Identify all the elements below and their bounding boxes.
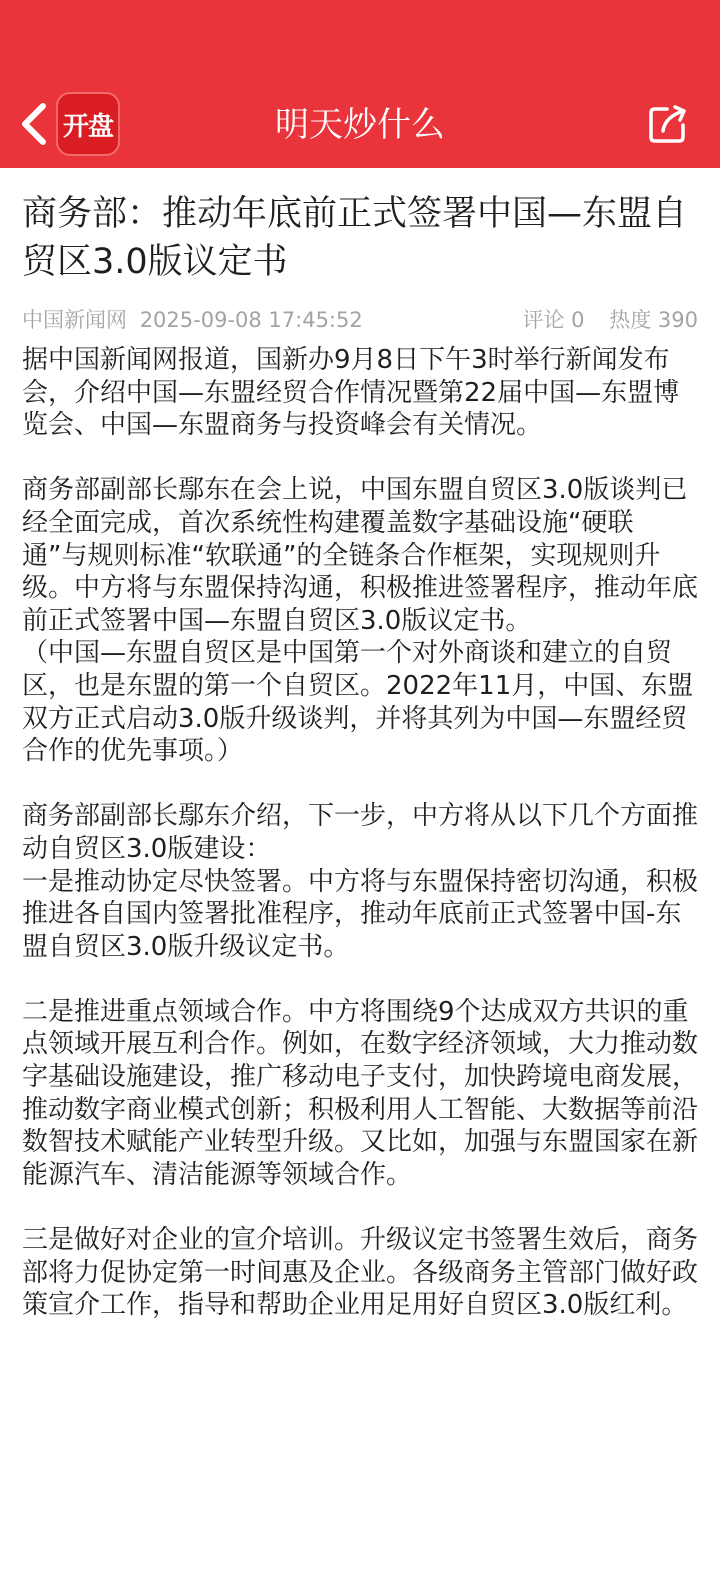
back-button[interactable] — [14, 100, 54, 148]
article-meta — [22, 304, 698, 334]
comment-count[interactable]: 评论 0 — [522, 308, 585, 332]
article-paragraph: 二是推进重点领域合作。中方将围绕9个达成双方共识的重点领域开展互利合作。例如，在数字经济领域，大力推动数字基础设施建设，推广移动电子支付，加快跨境电商发展，推动数字商业模式创新；积极利用人工智能、大数据等前沿数智技术赋能产业转型升级。又比如，加强与东盟国家在新能源汽车、清洁能源等领域合作。 — [22, 996, 699, 1190]
share-icon — [647, 103, 689, 145]
article-body — [22, 344, 698, 1322]
article-title: 商务部：推动年底前正式签署中国—东盟自贸区3.0版议定书 — [22, 194, 688, 282]
article-datetime: 2025-09-08 17:45:52 — [139, 308, 363, 332]
app-logo[interactable] — [56, 92, 120, 156]
top-navigation-bar — [0, 0, 720, 168]
article-paragraph: 三是做好对企业的宣介培训。升级议定书签署生效后，商务部将力促协定第一时间惠及企业。各级商务主管部门做好政策宣介工作，指导和帮助企业用足用好自贸区3.0版红利。 — [22, 1225, 699, 1321]
article-paragraph: 商务部副部长鄢东介绍，下一步，中方将从以下几个方面推动自贸区3.0版建设： — [22, 801, 699, 864]
share-button[interactable] — [644, 100, 692, 148]
article-meta-right — [523, 304, 699, 334]
app-logo-text: 开盘 — [62, 111, 113, 142]
article-content — [22, 190, 698, 1322]
article-paragraph: （中国—东盟自贸区是中国第一个对外商谈和建立的自贸区，也是东盟的第一个自贸区。2022年11月，中国、东盟双方正式启动3.0版升级谈判，并将其列为中国—东盟经贸合作的优先事项。） — [22, 638, 694, 767]
page-title: 明天炒什么 — [275, 105, 445, 145]
article-paragraph: 据中国新闻网报道，国新办9月8日下午3时举行新闻发布会，介绍中国—东盟经贸合作情况暨第22届中国—东盟博览会、中国—东盟商务与投资峰会有关情况。 — [22, 345, 680, 441]
chevron-left-icon — [17, 102, 51, 146]
article-source: 中国新闻网 — [22, 308, 127, 332]
article-paragraph: 商务部副部长鄢东在会上说，中国东盟自贸区3.0版谈判已经全面完成，首次系统性构建覆盖数字基础设施“硬联通”与规则标准“软联通”的全链条合作框架，实现规则升级。中方将与东盟保持沟通，积极推进签署程序，推动年底前正式签署中国—东盟自贸区3.0版议定书。 — [22, 475, 699, 636]
article-meta-left — [22, 304, 363, 334]
heat-count: 热度 390 — [609, 308, 698, 332]
article-paragraph: 一是推动协定尽快签署。中方将与东盟保持密切沟通，积极推进各自国内签署批准程序，推动年底前正式签署中国-东盟自贸区3.0版升级议定书。 — [22, 866, 699, 962]
